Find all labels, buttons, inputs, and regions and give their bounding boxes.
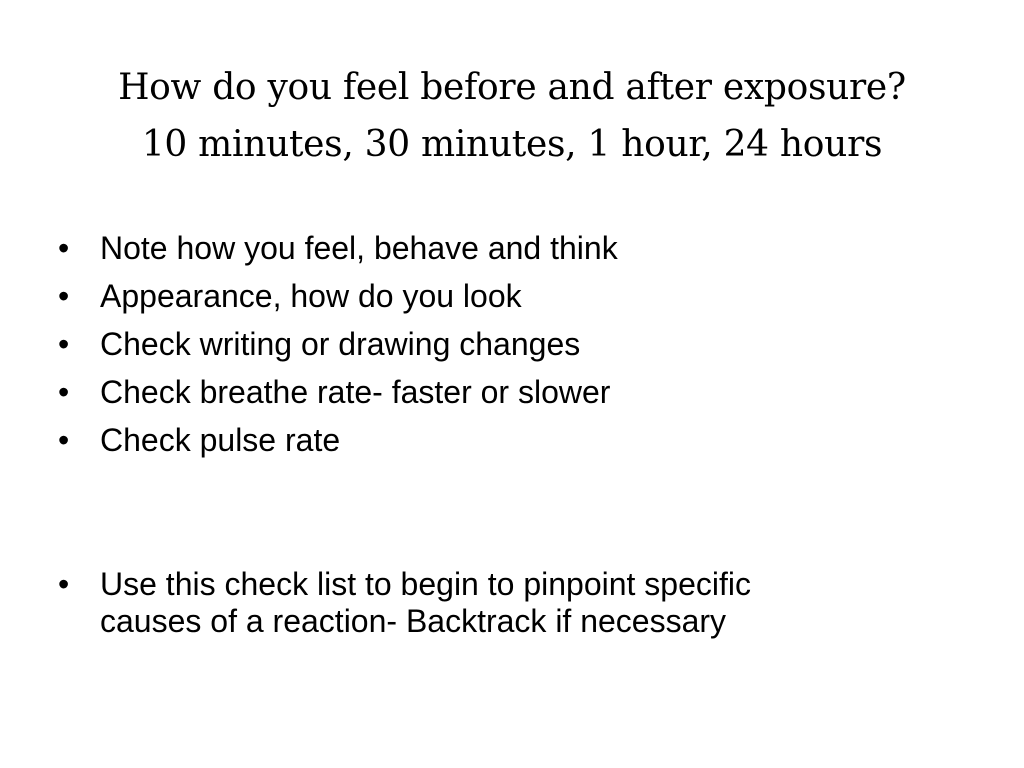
bullet-text: Appearance, how do you look	[100, 278, 522, 314]
bullet-text: Check breathe rate- faster or slower	[100, 374, 611, 410]
bullet-marker: •	[58, 326, 70, 362]
bullet-marker: •	[58, 374, 70, 410]
bullet-marker: •	[58, 422, 70, 458]
bullet-text-line-1: Use this check list to begin to pinpoint specific	[100, 566, 751, 602]
slide-title-line-2: 10 minutes, 30 minutes, 1 hour, 24 hours	[141, 124, 883, 165]
bullet-text-line-2: causes of a reaction- Backtrack if necessary	[100, 603, 727, 639]
bullet-marker: •	[58, 278, 70, 314]
bullet-marker: •	[58, 566, 70, 602]
bullet-text: Check pulse rate	[100, 422, 341, 458]
bullet-text: Check writing or drawing changes	[100, 326, 581, 362]
slide-title-line-1: How do you feel before and after exposure?	[118, 67, 906, 108]
bullet-text: Note how you feel, behave and think	[100, 230, 618, 266]
bullet-marker: •	[58, 230, 70, 266]
